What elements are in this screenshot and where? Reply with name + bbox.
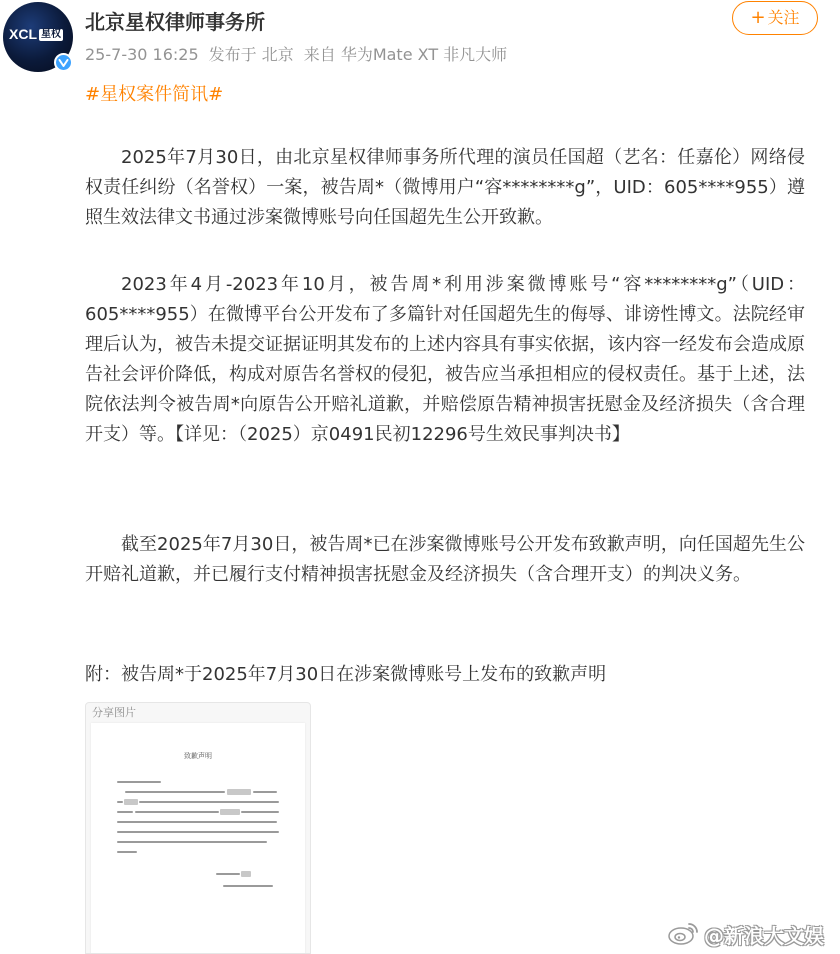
follow-button-label: 关注 — [767, 8, 800, 27]
author-name[interactable]: 北京星权律师事务所 — [85, 10, 265, 34]
post-paragraph: 截至2025年7月30日，被告周*已在涉案微博账号公开发布致歉声明，向任国超先生公开赔礼道歉，并已履行支付精神损害抚慰金及经济损失（含合理开支）的判决义务。 — [85, 534, 805, 585]
document-title: 致歉声明 — [184, 752, 212, 760]
post-header — [0, 0, 840, 76]
watermark-text: @新浪大文娱 — [704, 924, 824, 948]
post-paragraph: 2025年7月30日，由北京星权律师事务所代理的演员任国超（艺名：任嘉伦）网络侵权责任纠纷（名誉权）一案，被告周*（微博用户“容********g”，UID：605****955）遵照生效法律文书通过涉案微博账号向任国超先生公开致歉。 — [85, 147, 805, 228]
post-location: 发布于 北京 — [208, 45, 294, 64]
post-source: 来自 华为Mate XT 非凡大师 — [303, 45, 508, 64]
apology-document-image — [91, 723, 305, 954]
weibo-logo-icon — [668, 920, 700, 946]
share-image-label: 分享图片 — [92, 706, 136, 719]
appendix-text: 附：被告周*于2025年7月30日在涉案微博账号上发布的致歉声明 — [85, 664, 607, 685]
topic-tag[interactable]: #星权案件简讯# — [85, 84, 224, 105]
post-time[interactable]: 25-7-30 16:25 — [85, 45, 199, 64]
post-meta — [85, 42, 517, 65]
plus-icon: + — [750, 7, 766, 28]
post-paragraph: 2023年4月-2023年10月，被告周*利用涉案微博账号“容********g”（UID：605****955）在微博平台公开发布了多篇针对任国超先生的侮辱、诽谤性博文。法院经审理后认为，被告未提交证据证明其发布的上述内容具有事实依据，该内容一经发布会造成原告社会评价降低，构成对原告名誉权的侵犯，被告应当承担相应的侵权责任。基于上述，法院依法判令被告周*向原告公开赔礼道歉，并赔偿原告精神损害抚慰金及经济损失（含合理开支）等。【详见：（2025）京0491民初12296号生效民事判决书】 — [85, 274, 805, 445]
follow-button[interactable] — [732, 1, 818, 35]
verified-badge-icon — [54, 53, 73, 72]
avatar-logo: XCL 星权 — [9, 26, 61, 42]
attached-image[interactable] — [85, 702, 311, 954]
watermark — [668, 918, 834, 948]
